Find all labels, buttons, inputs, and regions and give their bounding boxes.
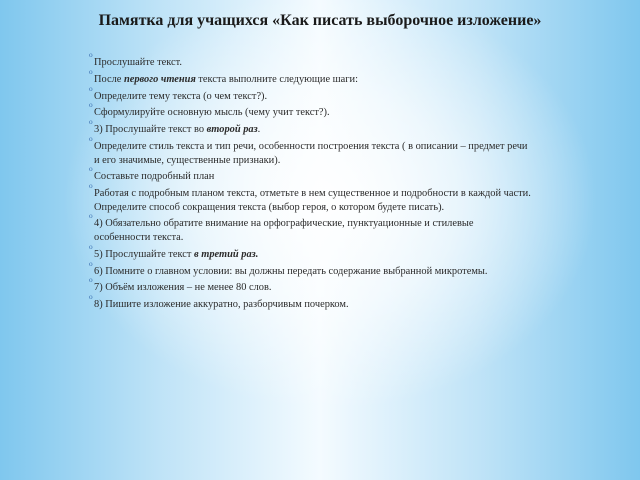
item-text: Определите стиль текста и тип речи, особенности построения текста ( в описании – предмет речи и его значимые, существенные признаки). xyxy=(94,140,528,166)
memo-list xyxy=(89,52,532,315)
list-item xyxy=(89,213,532,244)
item-text: текста выполните следующие шаги: xyxy=(195,73,358,85)
item-text: 7) Объём изложения – не менее 80 слов. xyxy=(94,282,272,294)
item-text: Определите тему текста (о чем текст?). xyxy=(94,90,268,102)
emphasis-text: в третий раз. xyxy=(194,248,259,260)
bullet-icon: ⁰ xyxy=(89,166,93,177)
list-item xyxy=(89,68,532,87)
item-text: . xyxy=(257,124,261,136)
emphasis-text: первого чтения xyxy=(123,73,196,85)
list-item xyxy=(89,102,532,120)
bullet-icon: ⁰ xyxy=(89,294,93,305)
list-item xyxy=(89,277,532,295)
item-text: После xyxy=(94,73,124,85)
list-item xyxy=(89,52,532,70)
list-item xyxy=(89,260,532,279)
list-item xyxy=(89,135,532,167)
bullet-icon: ⁰ xyxy=(89,119,93,130)
list-item xyxy=(89,85,532,104)
list-item xyxy=(89,294,532,312)
item-text: Составьте подробный план xyxy=(94,171,215,183)
item-text: 5) Прослушайте текст xyxy=(94,248,195,260)
item-text: 6) Помните о главном условии: вы должны передать содержание выбранной микротемы. xyxy=(94,265,488,277)
item-text: Сформулируйте основную мысль (чему учит текст?). xyxy=(94,107,330,119)
bullet-icon: ⁰ xyxy=(89,52,93,62)
item-text: 8) Пишите изложение аккуратно, разборчивым почерком. xyxy=(94,299,349,311)
bullet-icon: ⁰ xyxy=(89,68,93,79)
bullet-icon: ⁰ xyxy=(89,277,93,288)
emphasis-text: второй раз xyxy=(206,124,258,136)
bullet-icon: ⁰ xyxy=(89,85,93,96)
bullet-icon: ⁰ xyxy=(89,260,93,271)
bullet-icon: ⁰ xyxy=(89,102,93,113)
item-text: 4) Обязательно обратите внимание на орфографические, пунктуационные и стилевые особенности текста. xyxy=(94,218,474,244)
bullet-icon: ⁰ xyxy=(89,135,93,146)
list-item xyxy=(89,243,532,262)
item-text: Работая с подробным планом текста, отметьте в нем существенное и подробности в каждой части. Определите способ сокращения текста (выбор героя, о котором будете писать). xyxy=(94,188,531,213)
bullet-icon: ⁰ xyxy=(89,213,93,224)
item-text: Прослушайте текст. xyxy=(94,57,182,68)
bullet-icon: ⁰ xyxy=(89,243,93,254)
list-item xyxy=(89,119,532,137)
list-item xyxy=(89,166,532,184)
bullet-icon: ⁰ xyxy=(89,183,93,194)
page-title: Памятка для учащихся «Как писать выборочное изложение» xyxy=(98,12,542,29)
item-text: 3) Прослушайте текст во xyxy=(94,124,207,136)
list-item xyxy=(89,183,532,214)
